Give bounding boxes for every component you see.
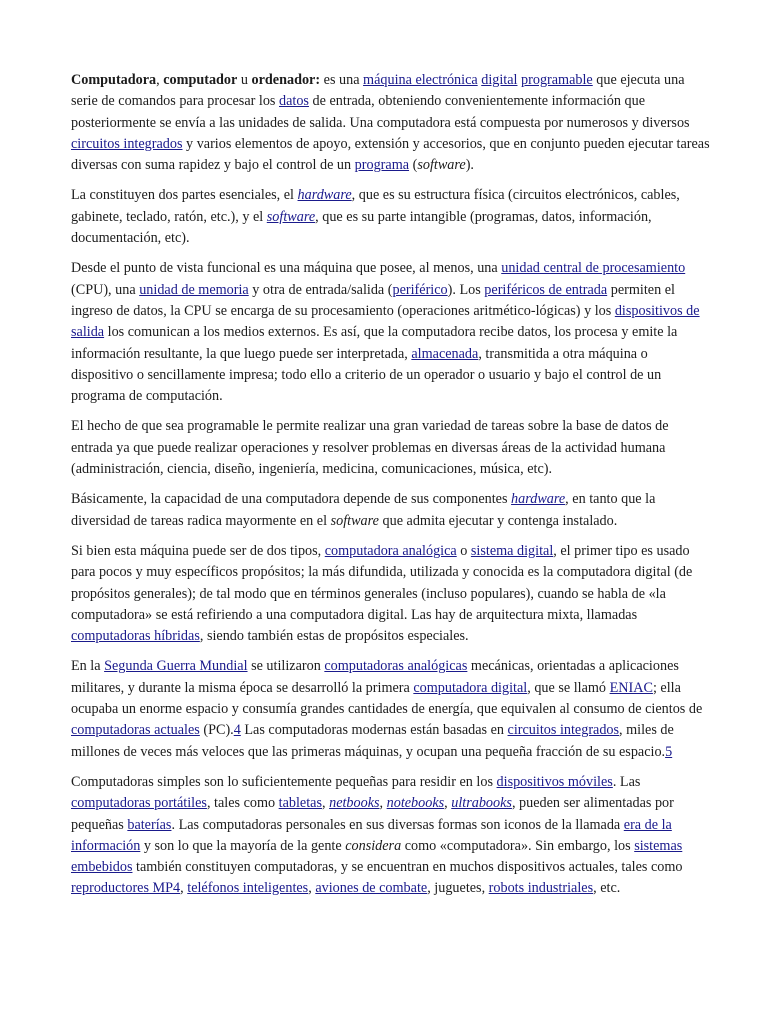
link-era-informacion[interactable]: era de la información — [71, 816, 672, 854]
paragraph-capacidad — [71, 489, 710, 532]
text: Básicamente, la capacidad de una computadora depende de sus componentes — [71, 491, 512, 508]
text: y otra de entrada/salida ( — [248, 281, 393, 298]
link-eniac[interactable]: ENIAC — [609, 679, 653, 696]
text: mecánicas, orientadas a aplicaciones militares, y durante la misma época se desarrolló la primera — [71, 658, 679, 696]
link-digital[interactable]: digital — [481, 72, 518, 88]
text: ). Los — [447, 281, 485, 298]
text: , pueden ser alimentadas por pequeñas — [71, 795, 674, 833]
term-ordenador: ordenador: — [251, 72, 321, 88]
text: , tales como — [206, 795, 279, 812]
link-computadora-digital[interactable]: computadora digital — [413, 679, 528, 696]
term-computadora: Computadora — [71, 72, 157, 88]
paragraph-partes — [71, 185, 710, 249]
link-programable[interactable]: programable — [521, 72, 593, 88]
paragraph-moviles — [71, 772, 710, 900]
text: , el primer tipo es usado para pocos y muy específicos propósitos; la más difundida, utilizada y conocida es la computadora digital (de propósitos generales); de tal modo que en términos generales (incluso populares), cuando se habla de «la computadora» se está refiriendo a una computadora digital. Las hay de arquitectura mixta, llamadas — [71, 542, 693, 623]
link-reproductores-mp4[interactable]: reproductores MP4 — [71, 880, 181, 897]
paragraph-funcional — [71, 258, 710, 407]
text: , — [322, 795, 330, 812]
text: El hecho de que sea programable le permite realizar una gran variedad de tareas sobre la base de datos de entrada ya que puede realizar operaciones y resolver problemas en diversas áreas de la actividad humana (administración, ciencia, diseño, ingeniería, medicina, comunicaciones, música, etc). — [71, 418, 669, 478]
text: , — [308, 880, 316, 897]
text: . Las computadoras personales en sus diversas formas son iconos de la llamada — [171, 816, 624, 833]
link-almacenada[interactable]: almacenada — [411, 345, 479, 362]
link-sistema-digital[interactable]: sistema digital — [470, 542, 554, 559]
text: , — [444, 795, 452, 812]
text: Las computadoras modernas están basadas en — [240, 722, 508, 739]
link-software[interactable]: software — [266, 208, 316, 225]
text: o — [456, 542, 471, 559]
text: ( — [409, 157, 418, 174]
text: se utilizaron — [247, 658, 325, 675]
link-perifericos-entrada[interactable]: periféricos de entrada — [484, 281, 608, 298]
text: y varios elementos de apoyo, extensión y accesorios, que en conjunto pueden ejecutar tareas diversas con suma rapidez y bajo el control de un — [71, 135, 710, 174]
link-netbooks[interactable]: netbooks — [329, 795, 380, 812]
text: , etc. — [593, 880, 621, 897]
text: , siendo también estas de propósitos especiales. — [199, 628, 469, 645]
link-datos[interactable]: datos — [279, 93, 309, 110]
link-hardware[interactable]: hardware — [297, 187, 352, 204]
link-periferico[interactable]: periférico — [392, 281, 448, 298]
link-unidad-central-procesamiento[interactable]: unidad central de procesamiento — [501, 260, 686, 277]
link-computadoras-actuales[interactable]: computadoras actuales — [71, 722, 200, 739]
text: los comunican a los medios externos. Es así, que la computadora recibe datos, los procesa y emite la información resultante, la que luego puede ser interpretada, — [71, 324, 678, 362]
link-dispositivos-moviles[interactable]: dispositivos móviles — [496, 773, 613, 790]
link-dispositivos-salida[interactable]: dispositivos de salida — [71, 302, 700, 341]
text: , — [156, 72, 164, 88]
text: , juguetes, — [427, 880, 489, 897]
text: que ejecuta una serie de comandos para procesar los — [71, 72, 685, 110]
link-maquina-electronica[interactable]: máquina electrónica — [363, 72, 478, 88]
link-circuitos-integrados-2[interactable]: circuitos integrados — [507, 722, 620, 739]
link-baterias[interactable]: baterías — [127, 816, 172, 833]
link-computadoras-hibridas[interactable]: computadoras híbridas — [71, 628, 200, 645]
link-sistemas-embebidos[interactable]: sistemas embebidos — [71, 837, 683, 876]
text-software-italic: software — [417, 157, 466, 174]
text: Si bien esta máquina puede ser de dos tipos, — [71, 542, 325, 559]
text: , que es su parte intangible (programas, datos, información, documentación, etc). — [71, 208, 652, 247]
footnote-link-5[interactable]: 5 — [665, 743, 673, 760]
link-circuitos-integrados[interactable]: circuitos integrados — [71, 135, 183, 152]
text-considera-italic: considera — [345, 837, 402, 854]
link-notebooks[interactable]: notebooks — [386, 795, 445, 812]
text: Desde el punto de vista funcional es una máquina que posee, al menos, una — [71, 260, 502, 277]
paragraph-tipos — [71, 541, 710, 647]
footnote-link-4[interactable]: 4 — [233, 722, 241, 739]
link-aviones-combate[interactable]: aviones de combate — [315, 880, 428, 897]
link-segunda-guerra-mundial[interactable]: Segunda Guerra Mundial — [104, 658, 248, 675]
text: ). — [465, 157, 474, 174]
text: que admita ejecutar y contenga instalado. — [378, 512, 618, 529]
link-robots-industriales[interactable]: robots industriales — [488, 880, 594, 897]
text: es una — [320, 72, 364, 88]
text: u — [237, 72, 252, 88]
text: En la — [71, 658, 105, 675]
link-computadoras-portatiles[interactable]: computadoras portátiles — [71, 795, 207, 812]
text: La constituyen dos partes esenciales, el — [71, 187, 298, 204]
link-computadora-analogica[interactable]: computadora analógica — [324, 542, 457, 559]
text: . Las — [612, 773, 641, 790]
text-software-italic: software — [330, 512, 379, 529]
text: (CPU), una — [71, 281, 140, 298]
text: , transmitida a otra máquina o dispositivo o sencillamente impresa; todo ello a criterio de un operador o usuario y bajo el control de un programa de computación. — [71, 345, 662, 405]
term-computador: computador — [163, 72, 238, 88]
link-hardware-2[interactable]: hardware — [511, 491, 566, 508]
link-unidad-memoria[interactable]: unidad de memoria — [139, 281, 249, 298]
text: permiten el ingreso de datos, la CPU se encarga de su procesamiento (operaciones aritmético-lógicas) y los — [71, 281, 675, 319]
text: , miles de millones de veces más veloces que las primeras máquinas, y ocupan una pequeña fracción de su espacio. — [71, 722, 674, 760]
text: ; ella ocupaba un enorme espacio y consumía grandes cantidades de energía, que equivalen al consumo de cientos de — [71, 679, 703, 718]
text: de entrada, obteniendo convenientemente información que posteriormente se envía a las unidades de salida. Una computadora está compuesta por numerosos y diversos — [71, 93, 690, 131]
text: , — [379, 795, 387, 812]
text: , que se llamó — [527, 679, 610, 696]
link-programa[interactable]: programa — [354, 157, 410, 174]
text: , que es su estructura física (circuitos electrónicos, cables, gabinete, teclado, ratón, etc.), y el — [71, 187, 680, 225]
link-tabletas[interactable]: tabletas — [278, 795, 322, 812]
link-ultrabooks[interactable]: ultrabooks — [451, 795, 512, 812]
paragraph-intro — [71, 70, 710, 176]
link-computadoras-analogicas[interactable]: computadoras analógicas — [324, 658, 468, 675]
text: como «computadora». Sin embargo, los — [401, 837, 635, 854]
link-telefonos-inteligentes[interactable]: teléfonos inteligentes — [187, 880, 309, 897]
text: (PC). — [199, 722, 234, 739]
paragraph-programable — [71, 416, 710, 480]
text: y son lo que la mayoría de la gente — [140, 837, 346, 854]
text: Computadoras simples son lo suficientemente pequeñas para residir en los — [71, 773, 497, 790]
paragraph-historia — [71, 656, 710, 762]
text: , en tanto que la diversidad de tareas radica mayormente en el — [71, 491, 656, 529]
text: también constituyen computadoras, y se encuentran en muchos dispositivos actuales, tales como — [132, 859, 683, 876]
text: , — [180, 880, 188, 897]
